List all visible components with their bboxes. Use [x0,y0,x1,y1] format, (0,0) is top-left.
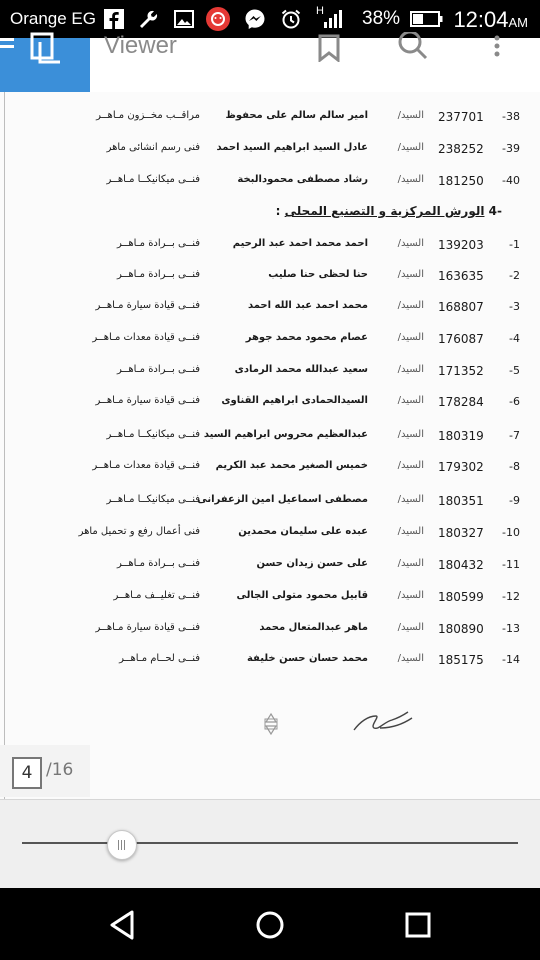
row-number: -11 [502,558,520,571]
employee-code: 180351 [438,494,484,508]
job-title: مراقــب مخــزون مـاهــر [96,110,200,121]
bookmark-icon[interactable] [316,34,342,62]
row-number: -2 [509,269,520,282]
table-row [0,142,540,162]
stamp-icon [256,712,286,736]
title-label: السيد/ [397,110,424,121]
job-title: فنــى قيادة معدات مـاهــر [92,460,200,471]
row-number: -13 [502,622,520,635]
employee-name: على حسن زيدان حسن [256,558,368,569]
job-title: فنى أعمال رفع و تحميل ماهر [78,526,200,537]
signature-icon [350,704,420,738]
table-row [0,622,540,642]
title-label: السيد/ [397,174,424,185]
row-number: -10 [502,526,520,539]
table-row [0,110,540,130]
employee-name: احمد محمد احمد عبد الرحيم [232,238,368,249]
title-label: السيد/ [397,590,424,601]
alarm-icon [280,8,302,30]
app-title: Viewer [104,32,177,59]
facebook-icon [103,8,125,30]
job-title: فنــى قيادة معدات مـاهــر [92,332,200,343]
section-heading [275,204,502,218]
row-number: -5 [509,364,520,377]
battery-percent: 38% [362,8,401,29]
document-page[interactable] [0,92,540,799]
title-label: السيد/ [397,300,424,311]
navigation-bar [0,888,540,960]
employee-code: 168807 [438,300,484,314]
status-bar [0,0,540,38]
slider-thumb[interactable] [107,830,137,860]
carrier-name: Orange EG [10,9,96,28]
table-row [0,395,540,415]
employee-name: محمد احمد عبد الله احمد [247,300,368,311]
employee-name: عادل السيد ابراهيم السيد احمد [216,142,368,153]
search-icon[interactable] [396,32,430,62]
job-title: فنــى لحــام مـاهــر [119,653,200,664]
employee-code: 181250 [438,174,484,188]
employee-code: 180599 [438,590,484,604]
table-row [0,494,540,514]
table-row [0,429,540,449]
page-indicator[interactable] [0,745,90,797]
employee-code: 237701 [438,110,484,124]
employee-name: عبده على سليمان محمدين [238,526,368,537]
network-type: H [316,5,324,17]
current-page-field[interactable]: 4 [12,757,42,789]
employee-name: محمد حسان حسن خليفة [246,653,368,664]
row-number: -9 [509,494,520,507]
table-row [0,460,540,480]
title-label: السيد/ [397,622,424,633]
messenger-icon [244,8,266,30]
app-icon [205,6,231,32]
employee-code: 238252 [438,142,484,156]
job-title: فنــى ميكانيكــا مـاهــر [106,429,200,440]
table-row [0,174,540,194]
employee-name: عصام محمود محمد جوهر [245,332,368,343]
employee-code: 185175 [438,653,484,667]
title-label: السيد/ [397,142,424,153]
title-label: السيد/ [397,494,424,505]
employee-code: 179302 [438,460,484,474]
title-label: السيد/ [397,526,424,537]
job-title: فنــى ميكانيكــا مـاهــر [106,494,200,505]
total-pages: /16 [46,760,74,780]
back-icon[interactable] [104,908,140,942]
pages-icon [28,32,64,66]
job-title: فنــى قيادة سيارة مـاهــر [95,300,200,311]
job-title: فنــى بــرادة مـاهــر [117,269,200,280]
employee-code: 171352 [438,364,484,378]
job-title: فنــى قيادة سيارة مـاهــر [95,395,200,406]
title-label: السيد/ [397,364,424,375]
title-label: السيد/ [397,332,424,343]
table-row [0,332,540,352]
employee-name: عبدالعظيم محروس ابراهيم السيد [203,429,368,440]
table-row [0,238,540,258]
employee-name: مصطفى اسماعيل امين الزعفرانى [197,494,368,505]
menu-button[interactable] [0,38,90,92]
employee-code: 180327 [438,526,484,540]
more-icon[interactable] [490,34,504,62]
row-number: -39 [502,142,520,155]
section-suffix: : [275,204,281,218]
row-number: -1 [509,238,520,251]
employee-name: رشاد مصطفى محمودالبخة [237,174,368,185]
job-title: فنــى قيادة سيارة مـاهــر [95,622,200,633]
table-row [0,364,540,384]
table-row [0,590,540,610]
row-number: -14 [502,653,520,666]
job-title: فنــى تغليــف مـاهــر [113,590,200,601]
table-row [0,558,540,578]
row-number: -7 [509,429,520,442]
title-label: السيد/ [397,395,424,406]
clock-suffix: AM [508,15,528,30]
job-title: فنــى بــرادة مـاهــر [117,238,200,249]
employee-name: خميس الصغير محمد عبد الكريم [215,460,368,471]
row-number: -38 [502,110,520,123]
table-row [0,653,540,673]
employee-code: 163635 [438,269,484,283]
row-number: -40 [502,174,520,187]
slider-track[interactable] [22,842,518,844]
row-number: -12 [502,590,520,603]
title-label: السيد/ [397,558,424,569]
title-label: السيد/ [397,653,424,664]
clock [453,7,528,33]
recents-icon[interactable] [400,908,436,942]
row-number: -6 [509,395,520,408]
title-label: السيد/ [397,269,424,280]
job-title: فنــى بــرادة مـاهــر [117,364,200,375]
job-title: فنــى ميكانيكــا مـاهــر [106,174,200,185]
table-row [0,300,540,320]
employee-name: امير سالم سالم على محفوظ [225,110,368,121]
section-title: الورش المركزية و التصنيع المحلى [284,204,485,218]
signal-icon [322,8,344,30]
employee-name: حنا لحظى حنا صليب [268,269,368,280]
app-bar [0,32,540,92]
title-label: السيد/ [397,429,424,440]
page-slider-bar [0,799,540,889]
battery-icon [410,8,444,30]
wrench-icon [137,8,159,30]
employee-name: سعيد عبدالله محمد الرمادى [234,364,368,375]
row-number: -4 [509,332,520,345]
title-label: السيد/ [397,238,424,249]
title-label: السيد/ [397,460,424,471]
home-icon[interactable] [252,908,288,942]
employee-code: 178284 [438,395,484,409]
clock-time: 12:04 [453,7,509,32]
employee-code: 180319 [438,429,484,443]
employee-name: قابيل محمود متولى الجالى [236,590,368,601]
row-number: -8 [509,460,520,473]
employee-name: ماهر عبدالمتعال محمد [259,622,368,633]
job-title: فنى رسم انشائى ماهر [106,142,200,153]
menu-icon [0,36,16,58]
employee-code: 139203 [438,238,484,252]
employee-code: 176087 [438,332,484,346]
table-row [0,269,540,289]
job-title: فنــى بــرادة مـاهــر [117,558,200,569]
table-row [0,526,540,546]
employee-code: 180432 [438,558,484,572]
section-number: -4 [488,204,502,218]
employee-name: السيدالحمادى ابراهيم القناوى [221,395,368,406]
image-icon [173,8,195,30]
employee-code: 180890 [438,622,484,636]
row-number: -3 [509,300,520,313]
